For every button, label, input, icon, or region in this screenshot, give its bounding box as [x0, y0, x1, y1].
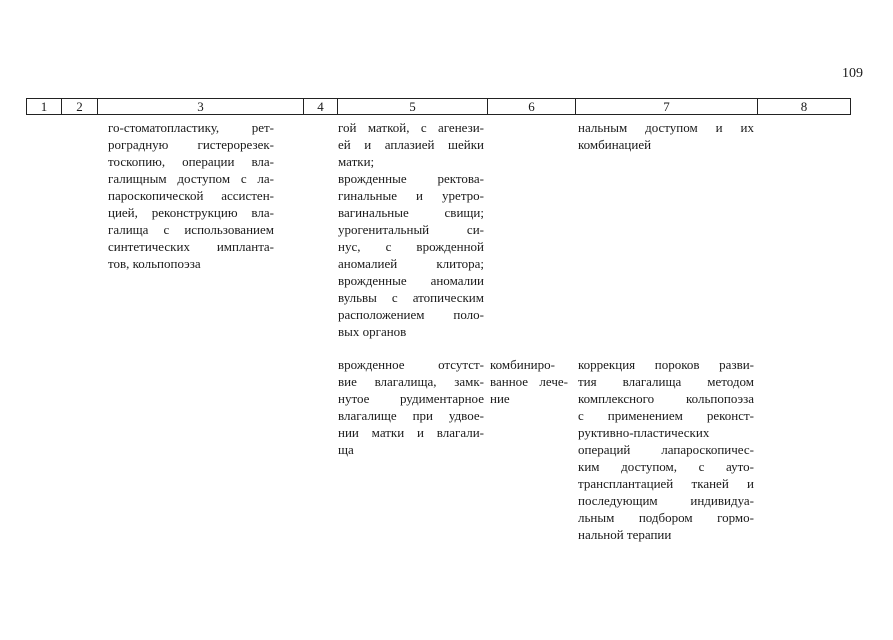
text-line: вульвы с атопическим	[338, 290, 484, 305]
column-number-8: 8	[758, 99, 851, 115]
text-line: тоскопию, операции вла-	[108, 154, 274, 169]
text-line: цией, реконструкцию вла-	[108, 205, 274, 220]
column-header-row	[26, 98, 851, 115]
text-line: расположением поло-	[338, 307, 484, 322]
text-line: нутое рудиментарное	[338, 391, 484, 406]
column-number-5: 5	[338, 99, 488, 115]
text-line: последующим индивидуа-	[578, 493, 754, 508]
text-line: комплексного кольпопоэза	[578, 391, 754, 406]
row1-col3-treatment-methods	[108, 119, 274, 272]
text-line: врожденные аномалии	[338, 273, 484, 288]
text-line: с применением реконст-	[578, 408, 754, 423]
text-line: ванное лече-	[490, 374, 568, 389]
text-line: вых органов	[338, 324, 407, 339]
column-number-2: 2	[62, 99, 98, 115]
row1-col5-diagnosis	[338, 119, 484, 340]
row2-col7-method	[578, 356, 754, 543]
column-number-4: 4	[304, 99, 338, 115]
text-line: влагалище при удвое-	[338, 408, 484, 423]
text-line: операций лапароскопичес-	[578, 442, 754, 457]
text-line: синтетических имплантa-	[108, 239, 274, 254]
row1-col7-method	[578, 119, 754, 153]
text-line: комбинацией	[578, 137, 652, 152]
text-line: матки;	[338, 154, 375, 169]
text-line: ким доступом, с ауто-	[578, 459, 754, 474]
row2-col6-treatment-type	[490, 356, 568, 407]
text-line: гой маткой, с агенези-	[338, 120, 484, 135]
text-line: аномалией клитора;	[338, 256, 484, 271]
text-line: ей и аплазией шейки	[338, 137, 484, 152]
text-line: вагинальные свищи;	[338, 205, 484, 220]
column-number-7: 7	[576, 99, 758, 115]
column-number-3: 3	[98, 99, 304, 115]
text-line: льным подбором гормо-	[578, 510, 754, 525]
text-line: нальной терапии	[578, 527, 672, 542]
text-line: гинальные и уретро-	[338, 188, 484, 203]
text-line: нальным доступом и их	[578, 120, 754, 135]
text-line: ща	[338, 442, 354, 457]
text-line: врожденные ректова-	[338, 171, 484, 186]
text-line: галищным доступом с ла-	[108, 171, 274, 186]
text-line: роградную гистерорезек-	[108, 137, 274, 152]
text-line: коррекция пороков разви-	[578, 357, 754, 372]
text-line: го-стоматопластику, рет-	[108, 120, 274, 135]
text-line: врожденное отсутст-	[338, 357, 484, 372]
text-line: вие влагалища, замк-	[338, 374, 484, 389]
text-line: пароскопической ассистен-	[108, 188, 274, 203]
text-line: комбиниро-	[490, 357, 555, 372]
text-line: нии матки и влагали-	[338, 425, 484, 440]
text-line: урогенитальный си-	[338, 222, 484, 237]
text-line: ние	[490, 391, 510, 406]
text-line: нус, с врожденной	[338, 239, 484, 254]
text-line: трансплантацией тканей и	[578, 476, 754, 491]
text-line: руктивно-пластических	[578, 425, 710, 440]
page-number: 109	[842, 66, 863, 81]
text-line: галища с использованием	[108, 222, 274, 237]
text-line: тия влагалища методом	[578, 374, 754, 389]
text-line: тов, кольпопоэза	[108, 256, 201, 271]
row2-col5-diagnosis	[338, 356, 484, 458]
column-number-6: 6	[488, 99, 576, 115]
column-number-1: 1	[27, 99, 62, 115]
